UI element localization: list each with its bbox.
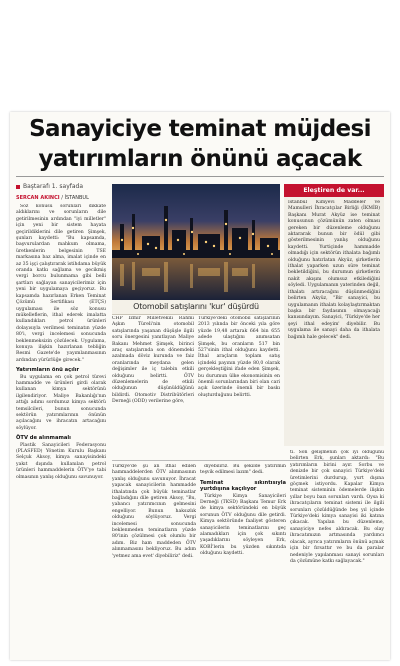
refinery-night-photo <box>112 184 280 300</box>
byline: SERCAN AKINCI / İSTANBUL <box>16 195 89 201</box>
photo-story-column-a: CHP İzmir Milletvekili Rahmi Aşkın Türeli'nin otomobil satışlarında yaşanan düşüşle ilgili soru önergesini yanıtlayan Maliye Bakanı Mehmet Şimşek, birinci araç satışlarında son dönemdeki azalmada döviz kurunda ve faiz oranlarında meydana gelen değişimler ile iç talebin etkili olduğunu belirtti. ÖTV düzenlemelerin de etkili olduğunun düşünüldüğünü bildirdi. Otomotiv Distribütörleri Derneği (ODD) verilerine göre, <box>112 316 194 405</box>
col1-paragraph-1: Söz konusu sorunları dikkate aldıklarını ve sorunların dile getirilmesinin ardından "iyi milletler" için yeni bir sistem hayata geçirildiklerini dile getiren Şimşek, şunları kaydetti: "Bu kapsamda, başvurulardan mahkum olmama, üretkenlerin belgesinin TSE markasına baz alma, imalat içinde en az 35 işçi çalıştırarak istihdama büyük oranda katkı sağlama ve gecikmiş vergi borcu bulunmama gibi belli şartları sağlayan sanayicilerimiz için yeni bir uygulamaya geçiyoruz. Bu kapsamda hazırlanan Erken Teminat Çözümü Sertifikası (ETÇS) uygulaması ile söz konusu mükelleflerin, ithal ederek imalatta kullandıkları petrol ürünleri dolayısıyla verilmesi teminatın yüzde 80'i, vergi incelemesi sonucunda beklenmeksizin çözülecek. Uygulama, konuya ilişkin hazırlanan tebliğin Resmi Gazete'de yayımlanmasının ardından yürürlüğe girecek." <box>16 204 106 363</box>
article-column-4: ti. Son gelişmenin çok iyi olduğunu belirten Erk, şunları aktardı: "Bu yatırımların birini ayır. Sorbu ve denizde bir çok sanayici Türkiye'deki üretimlerini durdurup, yurt dışına göçmek istiyordu. Kapalar Kimya teminat sisteminin ödemelerde ilişkin yıllar boyu bazı sorunları vardı. Oysa ki ihracatçıların teminat sistemi ile ilgili sorunları çözüldüğünde beş yıl içinde Türkiye'deki kimya sanayisi iki katına çıkacak. Yapılan bu düzenleme, sanayiciye nefes aldıracak. Bu olay ihracatımızın artmasında yardımcı olacak, ayrıca yatırımların önünü açmak için bir fırsattır ve bu da paralar nedeniyle yapılanması sanayi sorunları da çözümüne katkı sağlayacak." <box>290 450 384 564</box>
col1-paragraph-2: Bu uygulama en çok petrol türevi hammadde ve ürünleri girdi olarak kullanan kimya sektörünü ilgilendiriyor. Maliye Bakanlığı'nın attığı adımı sordumuz kimya sektörü temsilcileri, bunun sonucunda sektörün yatırımlarının önünün açılacağını ve ihracatın artacağını söylüyor. <box>16 374 106 431</box>
col3-paragraph-2: Türkiye Kimya Sanayicileri Derneği (TKSD) Başkanı Temur Erk de kimya sektöründeki en büyük sorunun ÖTV olduğunu dile getirdi. Kimya sektöründe faaliyet gösteren sanayicilerin teminatlarını geç alamadıkları için çok sıkıntı yaşadıklarını söyleyen Erk, KOBİ'lerin bu yüzden sıkıntıda olduğunu kaydetti. <box>200 493 286 557</box>
sidebar-body: İstanbul Kimyevi Maddeler ve Mamulleri İhracatçılar Birliği (İKMİB) Başkanı Murat Akyüz ise teminat konusunun çözümünün zaten olması gereken bir düzenleme olduğunu aktararak bunun bir ödül gibi gösterilmesinin yanlış olduğunu kaydetti. Yurtiçinde hammadde olmadığı için sektörün ithalata bağımlı olduğunu hatırlatan Akyüz, şirketlerin ithalat yaparken uzun süre teminat bekletildiğini, bu durumun şirketlerin nakit akışını olumsuz etkilediğini söyledi. Uygulamanın yaterinden değil, ithalatı artıracağını düşünmediğini belirten Akyüz, "Bir sanayici, bu uygulamanın ithalatı kolaylaştırmaktan başka bir faydasının olmayacağı kanısındayım. Sanayici, 'Türkiye'de her şeyi ithal edeyim' diyebilir. Bu uygulama ile sanayi daha da ithalata bağımlı hale gelecek" dedi. <box>288 200 380 340</box>
photo-story-column-b: Türkiye'deki otomobil satışlarının 2013 yılında bir önceki yıla göre yüzde 19,48 artarak 664 bin 655 adede ulaştığını anımsatan Şimşek, bu oranların 517 bin 527'sinin ithal olduğunu kaydetti. İthal araçların toplam satış içindeki payının yüzde 80,0 olarak gerçekleştiğini ifade eden Şimşek, bu durumun ülke ekonomisinin en önemli sorunlarından biri olan cari açık üzerinde önemli bir baskı oluşturduğunu belirtti. <box>198 316 280 398</box>
kicker-square-icon <box>16 185 20 189</box>
caption-rule <box>112 314 280 315</box>
sidebar-box <box>284 184 384 446</box>
kicker-text: Baştarafı 1. sayfada <box>23 183 84 190</box>
col3-paragraph-1: diyebiliriz. Bu şekilde yatırımın teşvik edilmesi lazım" dedi. <box>200 464 286 476</box>
col1-paragraph-3: Plastik Sanayicileri Federasyonu (PLASFED) Yönetim Kurulu Başkanı Selçuk Aksoy, kimya sanayisindeki yakıt dışında kullanılan petrol ürünleri hammaddelerin ÖTV'ye tabi olmasının yanlış olduğunu savunuyor. <box>16 442 106 480</box>
headline-line-2: yatırımların önünü açacak <box>38 146 362 172</box>
headline-line-1: Sanayiciye teminat müjdesi <box>29 116 371 142</box>
headline-rule <box>16 176 384 177</box>
photo-caption-headline: Otomobil satışlarını 'kur' düşürdü <box>112 300 280 314</box>
byline-city: İSTANBUL <box>64 195 89 201</box>
continued-note <box>16 182 108 191</box>
col3-subheading: Teminat sıkıntısıyla yurtdışına kaçılıyor <box>200 479 286 493</box>
col1-subheading-2: ÖTV de alınmamalı <box>16 435 71 442</box>
byline-name: SERCAN AKINCI <box>16 195 60 201</box>
newspaper-clipping <box>10 112 390 660</box>
article-column-2: Türkiye'de şu an ithal edilen hammaddelerden ÖTV alınmasının yanlış olduğunu savunuyor. İhracat yapacak sanayicilerin hammadde ithalatında çok büyük teminatlar bağladığını dile getiren Aksoy, "Bu, yabancı yatırımcının gelmesini engelliyor. Bunun haksızlık olduğunu söylüyoruz. Vergi incelemesi sonucunda beklenmeden teminatların yüzde 80'inin çözülmesi çok olumlu bir adım. Biz ham maddeden ÖTV alınmamasını bekliyoruz. Bu adım 'yetmez ama evet' diyebiliriz" dedi. <box>112 464 196 559</box>
article-column-3 <box>200 464 286 654</box>
sidebar-title: Eleştiren de var... <box>284 184 384 197</box>
refinery-photo-illustration <box>112 184 280 300</box>
article-column-1 <box>16 204 106 654</box>
col1-subheading-1: Yatırımların önü açılır <box>16 367 80 374</box>
